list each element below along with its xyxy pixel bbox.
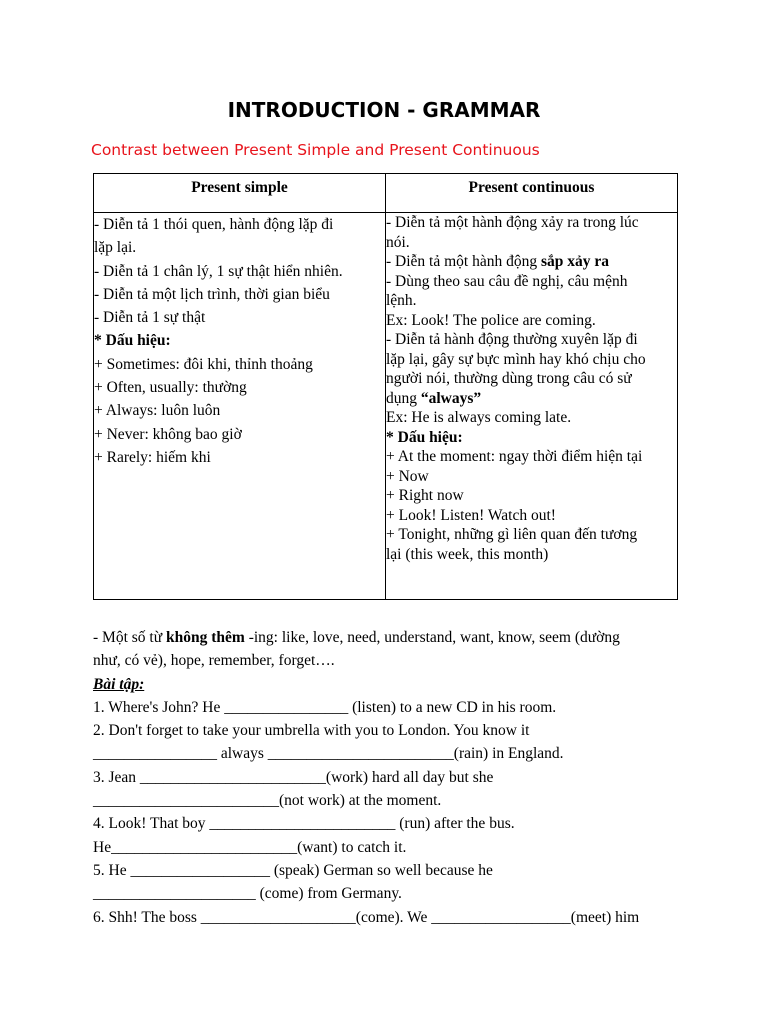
text-line: + At the moment: ngay thời điểm hiện tại bbox=[386, 448, 643, 465]
exercise-line: 5. He __________________ (speak) German so well because he bbox=[93, 861, 493, 879]
signs-heading bbox=[386, 428, 677, 448]
text-segment: - Một số từ bbox=[93, 629, 166, 646]
text-line: + Sometimes: đôi khi, thỉnh thoảng bbox=[94, 355, 313, 373]
bold-phrase: không thêm bbox=[166, 629, 245, 646]
text-line: - Diễn tả một hành động xảy ra trong lúc bbox=[386, 214, 639, 231]
text-line: lệnh. bbox=[386, 292, 417, 309]
table-content-row bbox=[94, 213, 678, 600]
note-line: như, có vẻ), hope, remember, forget…. bbox=[93, 652, 335, 670]
exercise-line: 2. Don't forget to take your umbrella with you to London. You know it bbox=[93, 722, 530, 740]
text-line: + Look! Listen! Watch out! bbox=[386, 506, 556, 524]
text-line: + Rarely: hiếm khi bbox=[94, 448, 211, 466]
signs-heading bbox=[94, 329, 385, 352]
bold-phrase: sắp xảy ra bbox=[540, 253, 610, 270]
note-line bbox=[93, 626, 683, 649]
exercise-line: He________________________(want) to catch it. bbox=[93, 838, 407, 856]
present-continuous-cell bbox=[386, 213, 678, 600]
text-line: - Diễn tả 1 chân lý, 1 sự thật hiển nhiên. bbox=[94, 262, 343, 280]
text-line: - Diễn tả 1 thói quen, hành động lặp đi bbox=[94, 216, 334, 233]
text-line: + Right now bbox=[386, 487, 464, 504]
text-line: Ex: He is always coming late. bbox=[386, 409, 572, 426]
text-line: - Diễn tả 1 sự thật bbox=[94, 309, 206, 327]
text-line: - Diễn tả một lịch trình, thời gian biểu bbox=[94, 285, 330, 303]
text-segment: -ing: like, love, need, understand, want, know, seem (dường bbox=[244, 629, 620, 646]
exercise-line: ________________ always ________________________(rain) in England. bbox=[93, 745, 564, 763]
text-line: lại (this week, this month) bbox=[386, 545, 549, 563]
text-line bbox=[386, 252, 677, 272]
exercise-line: 1. Where's John? He ________________ (listen) to a new CD in his room. bbox=[93, 698, 557, 716]
text-line: + Never: không bao giờ bbox=[94, 425, 242, 443]
bold-phrase: “always” bbox=[420, 389, 482, 407]
text-line: lặp lại, gây sự bực mình hay khó chịu cho bbox=[386, 350, 646, 368]
exercise-line: 6. Shh! The boss ____________________(come). We __________________(meet) him bbox=[93, 908, 640, 926]
text-line: - Diễn tả hành động thường xuyên lặp đi bbox=[386, 331, 638, 348]
text-line: + Now bbox=[386, 467, 429, 485]
text-line: + Always: luôn luôn bbox=[94, 402, 221, 420]
page-title: INTRODUCTION - GRAMMAR bbox=[227, 98, 541, 122]
section-subtitle: Contrast between Present Simple and Present Continuous bbox=[91, 141, 540, 159]
present-simple-cell bbox=[94, 213, 386, 600]
exercise-heading bbox=[93, 673, 683, 696]
notes-and-exercises bbox=[93, 626, 683, 929]
exercise-heading-text: Bài tập: bbox=[93, 675, 145, 693]
text-line: lặp lại. bbox=[94, 239, 137, 257]
signs-heading-text: * Dấu hiệu: bbox=[386, 428, 463, 446]
header-present-continuous: Present continuous bbox=[386, 174, 678, 213]
text-line: - Dùng theo sau câu đề nghị, câu mệnh bbox=[386, 272, 628, 290]
text-line: Ex: Look! The police are coming. bbox=[386, 311, 596, 329]
signs-heading-text: * Dấu hiệu: bbox=[94, 332, 171, 350]
text-segment: - Diễn tả một hành động bbox=[386, 253, 541, 270]
text-line: nói. bbox=[386, 233, 410, 251]
exercise-line: ________________________(not work) at the moment. bbox=[93, 792, 442, 810]
text-line: người nói, thường dùng trong câu có sử bbox=[386, 370, 632, 387]
text-line: + Tonight, những gì liên quan đến tương bbox=[386, 526, 638, 543]
comparison-table bbox=[93, 173, 678, 600]
text-line: + Often, usually: thường bbox=[94, 379, 247, 397]
text-segment: dụng bbox=[386, 389, 421, 407]
text-line bbox=[386, 389, 677, 409]
exercise-line: 3. Jean ________________________(work) hard all day but she bbox=[93, 768, 494, 786]
table-header-row bbox=[94, 174, 678, 213]
header-present-simple: Present simple bbox=[94, 174, 386, 213]
exercise-line: 4. Look! That boy ________________________ (run) after the bus. bbox=[93, 815, 515, 833]
exercise-line: _____________________ (come) from Germany. bbox=[93, 885, 402, 903]
